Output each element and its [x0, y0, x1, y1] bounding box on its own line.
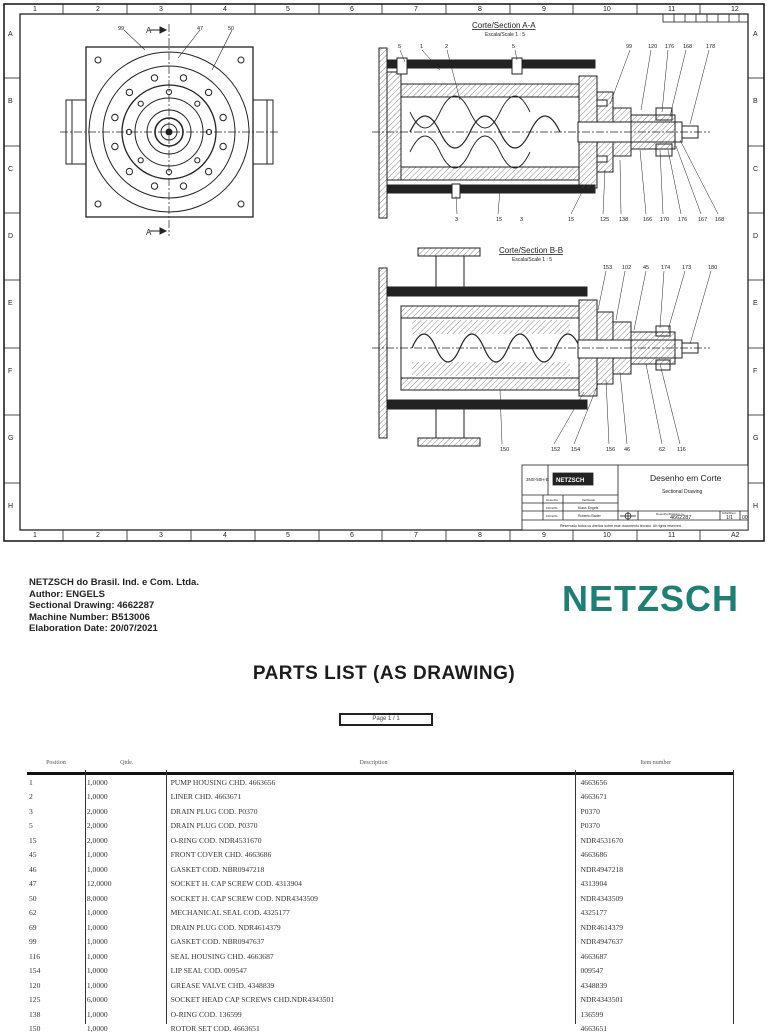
item-number-cell: 4663656: [578, 774, 733, 790]
callout: 2: [445, 44, 448, 50]
page-indicator: Page 1 / 1: [339, 713, 433, 726]
callout: 5: [512, 44, 515, 50]
table-row: [27, 920, 733, 935]
col-2-top: 2: [96, 6, 100, 13]
table-row: [27, 833, 733, 848]
table-row: [27, 906, 733, 921]
callout: 168: [715, 217, 724, 223]
table-row: [27, 935, 733, 950]
table-row: [27, 862, 733, 877]
col-3-top: 3: [159, 6, 163, 13]
sectional-drawing-ref: Sectional Drawing: 4662287: [29, 600, 199, 612]
row-a-left: A: [8, 31, 13, 38]
row-b-left: B: [8, 98, 13, 105]
revision: 00: [742, 515, 748, 521]
row-h-left: H: [8, 503, 13, 510]
quantity-cell: 1,0000: [85, 774, 169, 790]
row-b-right: B: [753, 98, 758, 105]
item-number-cell: 009547: [578, 964, 733, 979]
checked-label: Verificado: [582, 498, 596, 502]
position-cell: 62: [27, 906, 85, 921]
column-divider: [733, 770, 734, 1024]
description-cell: O-RING COD. NDR4531670: [169, 833, 579, 848]
document-header: [29, 577, 199, 635]
row-e-right: E: [753, 300, 758, 307]
col-9-top: 9: [542, 6, 546, 13]
row-d-left: D: [8, 233, 13, 240]
position-cell: 2: [27, 790, 85, 805]
section-bb-title: Corte/Section B-B: [499, 246, 563, 255]
item-number-cell: 4663687: [578, 949, 733, 964]
section-bb-scale: Escala/Scale 1 : 5: [512, 257, 552, 263]
drawn-date: 10/12/21: [546, 506, 558, 510]
callout: 116: [677, 447, 686, 453]
netzsch-mini-logo: NETZSCH: [556, 478, 584, 484]
item-number-cell: 4313904: [578, 877, 733, 892]
description-cell: GASKET COD. NBR0947637: [169, 935, 579, 950]
section-marker-bottom: A: [146, 228, 152, 237]
col-11-bottom: 11: [668, 532, 675, 539]
col-3-bottom: 3: [159, 532, 163, 539]
item-number-cell: NDR4947218: [578, 862, 733, 877]
quantity-cell: 1,0000: [85, 862, 169, 877]
section-aa-scale: Escala/Scale 1 : 5: [485, 32, 525, 38]
position-cell: 120: [27, 978, 85, 993]
header-item-number: Item number: [578, 754, 733, 774]
quantity-cell: 1,0000: [85, 949, 169, 964]
position-cell: 45: [27, 848, 85, 863]
callout: 156: [606, 447, 615, 453]
header-quantity: Qtde.: [85, 754, 169, 774]
table-row: [27, 790, 733, 805]
checked-date: 10/12/21: [546, 514, 558, 518]
position-cell: 154: [27, 964, 85, 979]
row-g-left: G: [8, 435, 13, 442]
callout: 153: [603, 265, 612, 271]
column-divider: [85, 770, 86, 1024]
callout: 120: [648, 44, 657, 50]
sheet-number: 1/1: [726, 515, 733, 521]
row-g-right: G: [753, 435, 758, 442]
callout: 47: [197, 26, 203, 32]
col-9-bottom: 9: [542, 532, 546, 539]
quantity-cell: 2,0000: [85, 804, 169, 819]
col-1-bottom: 1: [33, 532, 37, 539]
callout: 138: [619, 217, 628, 223]
quantity-cell: 1,0000: [85, 1007, 169, 1022]
sheet-label: Folha/Sheet: [722, 512, 736, 515]
col-4-bottom: 4: [223, 532, 227, 539]
callout: 50: [228, 26, 234, 32]
description-cell: DRAIN PLUG COD. P0370: [169, 804, 579, 819]
description-cell: DRAIN PLUG COD. P0370: [169, 819, 579, 834]
callout: 5: [398, 44, 401, 50]
callout: 176: [678, 217, 687, 223]
checked-by: Roberto Bader: [578, 514, 602, 518]
position-cell: 99: [27, 935, 85, 950]
position-cell: 69: [27, 920, 85, 935]
item-number-cell: 4348839: [578, 978, 733, 993]
quantity-cell: 1,0000: [85, 1022, 169, 1036]
position-cell: 47: [27, 877, 85, 892]
item-number-cell: P0370: [578, 819, 733, 834]
callout: 154: [571, 447, 580, 453]
callout: 1: [420, 44, 423, 50]
table-row: [27, 949, 733, 964]
description-cell: LIP SEAL COD. 009547: [169, 964, 579, 979]
row-d-right: D: [753, 233, 758, 240]
description-cell: DRAIN PLUG COD. NDR4614379: [169, 920, 579, 935]
quantity-cell: 1,0000: [85, 790, 169, 805]
table-row: [27, 891, 733, 906]
quantity-cell: 1,0000: [85, 964, 169, 979]
position-cell: 5: [27, 819, 85, 834]
sheet-size-label: A2: [731, 532, 740, 539]
col-5-bottom: 5: [286, 532, 290, 539]
item-number-cell: NDR4947637: [578, 935, 733, 950]
drawn-by: Klaus Engels: [578, 506, 599, 510]
company-name: NETZSCH do Brasil. Ind. e Com. Ltda.: [29, 577, 199, 589]
col-5-top: 5: [286, 6, 290, 13]
item-number-cell: 4325177: [578, 906, 733, 921]
quantity-cell: 6,0000: [85, 993, 169, 1008]
callout: 125: [600, 217, 609, 223]
col-7-top: 7: [414, 6, 418, 13]
position-cell: 50: [27, 891, 85, 906]
item-number-cell: 4663686: [578, 848, 733, 863]
description-cell: SEAL HOUSING CHD. 4663687: [169, 949, 579, 964]
description-cell: ROTOR SET COD. 4663651: [169, 1022, 579, 1036]
col-6-bottom: 6: [350, 532, 354, 539]
table-row: [27, 964, 733, 979]
description-cell: SOCKET HEAD CAP SCREWS CHD.NDR4343501: [169, 993, 579, 1008]
row-h-right: H: [753, 503, 758, 510]
callout: 102: [622, 265, 631, 271]
row-a-right: A: [753, 31, 758, 38]
position-cell: 3: [27, 804, 85, 819]
row-f-left: F: [8, 368, 12, 375]
item-number-cell: 4663651: [578, 1022, 733, 1036]
table-row: [27, 978, 733, 993]
header-position: Position: [27, 754, 85, 774]
item-number-cell: NDR4531670: [578, 833, 733, 848]
drawing-number-label: Desenho/Drawing no.: [656, 512, 685, 516]
col-7-bottom: 7: [414, 532, 418, 539]
callout: 167: [698, 217, 707, 223]
callout: 15: [568, 217, 574, 223]
quantity-cell: 2,0000: [85, 819, 169, 834]
quantity-cell: 12,0000: [85, 877, 169, 892]
col-12-top: 12: [731, 6, 739, 13]
page-title: PARTS LIST (AS DRAWING): [0, 663, 768, 685]
drawn-label: Desenho: [546, 498, 558, 502]
callout: 176: [665, 44, 674, 50]
position-cell: 138: [27, 1007, 85, 1022]
table-row: [27, 993, 733, 1008]
table-row: [27, 774, 733, 790]
callout: 15: [496, 217, 502, 223]
section-aa-title: Corte/Section A-A: [472, 21, 536, 30]
model-code: 3NS-50H-E: [526, 477, 549, 482]
quantity-cell: 1,0000: [85, 935, 169, 950]
header-description: Description: [169, 754, 579, 774]
position-cell: 46: [27, 862, 85, 877]
description-cell: LINER CHD. 4663671: [169, 790, 579, 805]
netzsch-logo: NETZSCH: [562, 578, 739, 620]
item-number-cell: 4663671: [578, 790, 733, 805]
table-row: [27, 848, 733, 863]
row-f-right: F: [753, 368, 757, 375]
quantity-cell: 1,0000: [85, 848, 169, 863]
position-cell: 1: [27, 774, 85, 790]
callout: 150: [500, 447, 509, 453]
column-divider: [166, 770, 167, 1024]
col-6-top: 6: [350, 6, 354, 13]
parts-table: [27, 754, 733, 1036]
drawing-title-en: Sectional Drawing: [662, 489, 703, 495]
quantity-cell: 1,0000: [85, 978, 169, 993]
table-row: [27, 877, 733, 892]
item-number-cell: NDR4343509: [578, 891, 733, 906]
col-11-top: 11: [668, 6, 675, 13]
col-10-top: 10: [603, 6, 611, 13]
column-divider: [575, 770, 576, 1024]
description-cell: PUMP HOUSING CHD. 4663656: [169, 774, 579, 790]
machine-number: Machine Number: B513006: [29, 612, 199, 624]
position-cell: 125: [27, 993, 85, 1008]
col-4-top: 4: [223, 6, 227, 13]
item-number-cell: P0370: [578, 804, 733, 819]
author: Author: ENGELS: [29, 589, 199, 601]
quantity-cell: 8,0000: [85, 891, 169, 906]
description-cell: GREASE VALVE CHD. 4348839: [169, 978, 579, 993]
col-8-bottom: 8: [478, 532, 482, 539]
description-cell: SOCKET H. CAP SCREW COD. 4313904: [169, 877, 579, 892]
description-cell: SOCKET H. CAP SCREW COD. NDR4343509: [169, 891, 579, 906]
table-row: [27, 1007, 733, 1022]
callout: 178: [706, 44, 715, 50]
col-1-top: 1: [33, 6, 37, 13]
callout: 99: [118, 26, 124, 32]
row-c-right: C: [753, 166, 758, 173]
callout: 173: [682, 265, 691, 271]
table-row: [27, 804, 733, 819]
item-number-cell: 136599: [578, 1007, 733, 1022]
callout: 45: [643, 265, 649, 271]
callout: 152: [551, 447, 560, 453]
col-2-bottom: 2: [96, 532, 100, 539]
table-header-row: [27, 754, 733, 774]
description-cell: O-RING COD. 136599: [169, 1007, 579, 1022]
callout: 3: [520, 217, 523, 223]
drawing-title-pt: Desenho em Corte: [650, 473, 722, 483]
callout: 62: [659, 447, 665, 453]
callout: 3: [455, 217, 458, 223]
quantity-cell: 2,0000: [85, 833, 169, 848]
callout: 166: [643, 217, 652, 223]
item-number-cell: NDR4614379: [578, 920, 733, 935]
position-cell: 116: [27, 949, 85, 964]
row-c-left: C: [8, 166, 13, 173]
row-e-left: E: [8, 300, 13, 307]
drawing-number: 4662287: [670, 515, 691, 521]
col-8-top: 8: [478, 6, 482, 13]
table-row: [27, 819, 733, 834]
item-number-cell: NDR4343501: [578, 993, 733, 1008]
callout: 180: [708, 265, 717, 271]
description-cell: GASKET COD. NBR0947218: [169, 862, 579, 877]
callout: 168: [683, 44, 692, 50]
callout: 99: [626, 44, 632, 50]
description-cell: FRONT COVER CHD. 4663686: [169, 848, 579, 863]
quantity-cell: 1,0000: [85, 906, 169, 921]
description-cell: MECHANICAL SEAL COD. 4325177: [169, 906, 579, 921]
callout: 46: [624, 447, 630, 453]
quantity-cell: 1,0000: [85, 920, 169, 935]
elaboration-date: Elaboration Date: 20/07/2021: [29, 623, 199, 635]
callout: 174: [661, 265, 670, 271]
rights-notice: Reservado todos os direitos sobre este documento técnico. All rights reserved.: [560, 524, 682, 528]
position-cell: 15: [27, 833, 85, 848]
col-10-bottom: 10: [603, 532, 611, 539]
position-cell: 150: [27, 1022, 85, 1036]
section-marker-top: A: [146, 26, 152, 35]
callout: 170: [660, 217, 669, 223]
